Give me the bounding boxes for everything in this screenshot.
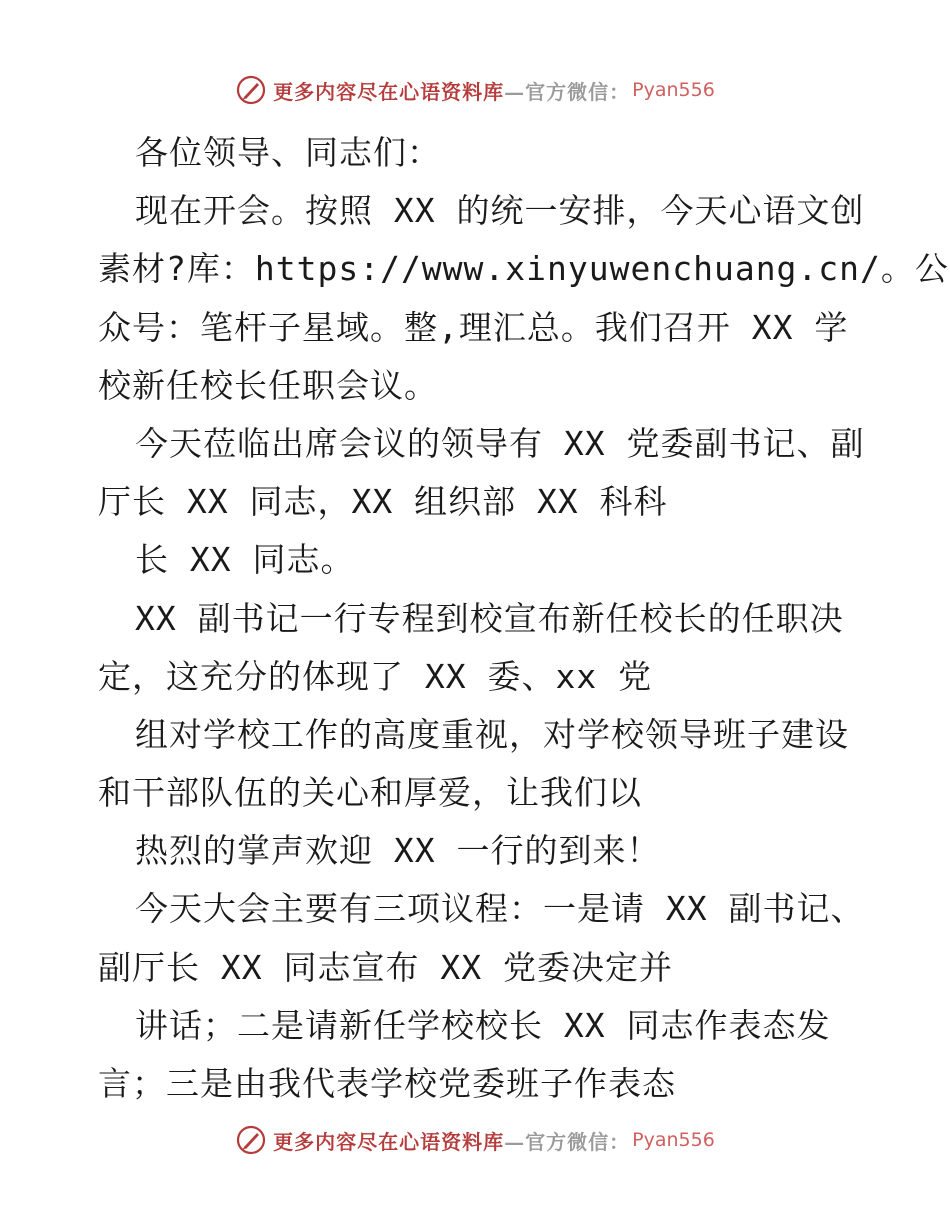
text-line: 讲话；二是请新任学校校长 XX 同志作表态发 <box>135 1005 831 1045</box>
header-wechat-handle: Pyan556 <box>632 79 715 101</box>
text-line: 副厅长 XX 同志宣布 XX 党委决定并 <box>98 947 673 987</box>
text-line: 今天大会主要有三项议程：一是请 XX 副书记、 <box>135 889 865 929</box>
text-line: 今天莅临出席会议的领导有 XX 党委副书记、副 <box>135 423 865 463</box>
text-line: 热烈的掌声欢迎 XX 一行的到来！ <box>135 831 661 871</box>
text-line: XX 副书记一行专程到校宣布新任校长的任职决 <box>135 598 844 638</box>
quill-logo-icon <box>235 74 267 106</box>
footer-wechat-handle: Pyan556 <box>632 1129 715 1151</box>
footer-tagline: —官方微信： <box>504 1129 631 1154</box>
page-header-banner <box>0 70 950 110</box>
footer-brand: 更多内容尽在心语资料库 <box>273 1129 505 1154</box>
text-line: 众号：笔杆子星域。整,理汇总。我们召开 XX 学 <box>98 307 849 347</box>
text-line: 校新任校长任职会议。 <box>98 365 438 405</box>
text-line: 厅长 XX 同志，XX 组织部 XX 科科 <box>98 482 668 522</box>
text-line: 和干部队伍的关心和厚爱，让我们以 <box>98 773 642 813</box>
text-line: 各位领导、同志们： <box>135 133 441 172</box>
text-line: 言；三是由我代表学校党委班子作表态 <box>98 1064 676 1103</box>
speech-body <box>98 124 949 1113</box>
text-line: 现在开会。按照 XX 的统一安排，今天心语文创 <box>135 191 865 231</box>
header-tagline: —官方微信： <box>504 79 631 104</box>
page-footer-banner <box>0 1120 950 1160</box>
text-line: 长 XX 同志。 <box>135 540 355 580</box>
header-brand: 更多内容尽在心语资料库 <box>273 79 505 104</box>
text-line: 素材?库：https://www.xinyuwenchuang.cn/。公 <box>98 249 949 289</box>
text-line: 组对学校工作的高度重视，对学校领导班子建设 <box>135 714 849 754</box>
quill-logo-icon <box>235 1124 267 1156</box>
text-line: 定，这充分的体现了 XX 委、xx 党 <box>98 656 653 696</box>
